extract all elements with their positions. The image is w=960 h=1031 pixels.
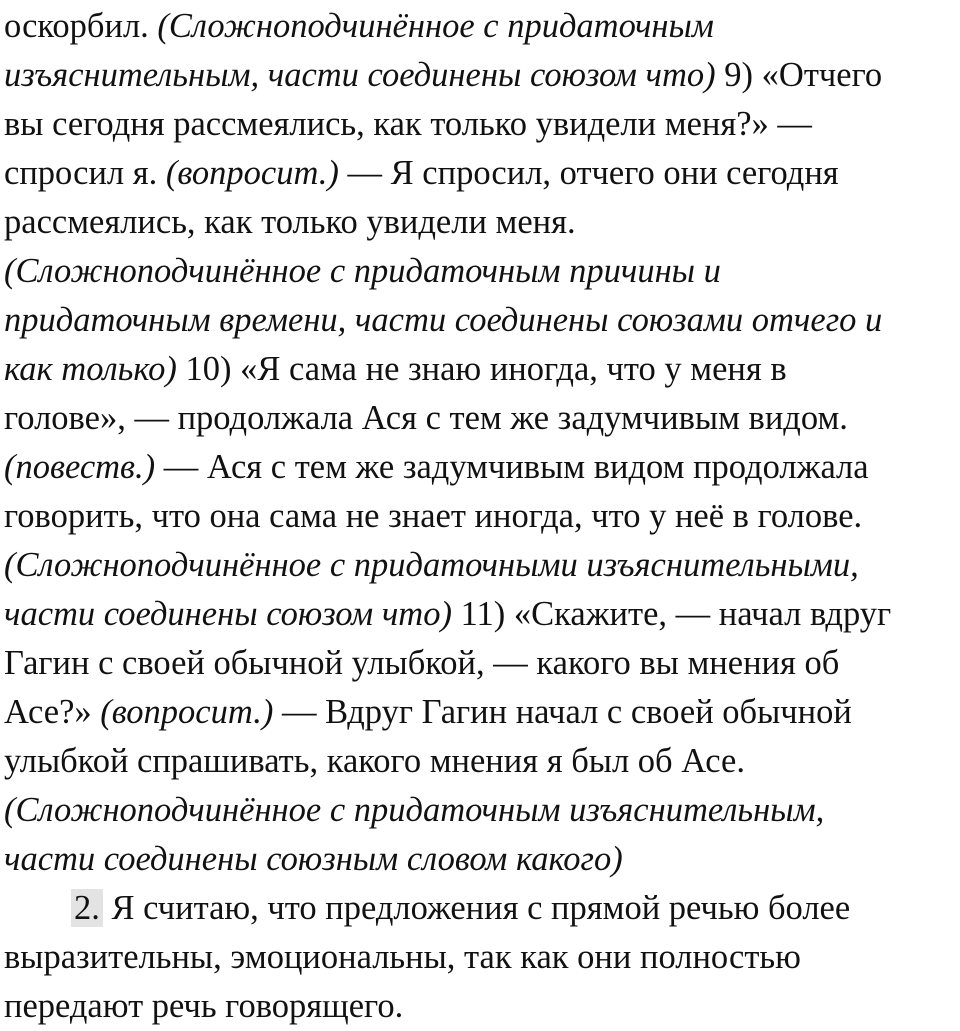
text-segment: говорить, что она сама не знает иногда, что у неё в голове. bbox=[4, 497, 863, 535]
text-line bbox=[4, 51, 958, 100]
italic-annotation: как только) bbox=[4, 350, 177, 388]
text-segment: рассмеялись, как только увидели меня. bbox=[4, 203, 576, 241]
text-line bbox=[4, 786, 958, 835]
text-segment: улыбкой спрашивать, какого мнения я был об Асе. bbox=[4, 742, 745, 780]
paragraph-2-text-1: Я считаю, что предложения с прямой речью более bbox=[102, 889, 851, 927]
italic-annotation: изъяснительным, части соединены союзом что) bbox=[4, 56, 716, 94]
text-line bbox=[4, 345, 958, 394]
text-segment: — Вдруг Гагин начал с своей обычной bbox=[273, 693, 852, 731]
text-segment: Гагин с своей обычной улыбкой, — какого вы мнения об bbox=[4, 644, 840, 682]
text-line bbox=[4, 394, 958, 443]
item-number-highlight: 2. bbox=[71, 889, 103, 927]
text-segment: оскорбил. bbox=[4, 7, 158, 45]
text-line bbox=[4, 296, 958, 345]
italic-annotation: (вопросит.) bbox=[165, 154, 339, 192]
text-segment: — Я спросил, отчего они сегодня bbox=[338, 154, 839, 192]
italic-annotation: (повеств.) bbox=[4, 448, 156, 486]
text-line bbox=[4, 737, 958, 786]
italic-annotation: (Сложноподчинённое с придаточным изъяснительным, bbox=[4, 791, 825, 829]
text-line bbox=[4, 541, 958, 590]
text-line bbox=[4, 492, 958, 541]
text-line bbox=[4, 198, 958, 247]
italic-annotation: части соединены союзным словом какого) bbox=[4, 840, 623, 878]
text-segment: спросил я. bbox=[4, 154, 166, 192]
text-segment: 10) «Я сама не знаю иногда, что у меня в bbox=[176, 350, 787, 388]
text-segment: 11) «Скажите, — начал вдруг bbox=[451, 595, 892, 633]
text-line bbox=[4, 100, 958, 149]
text-segment: 9) «Отчего bbox=[715, 56, 883, 94]
paragraph-2-line-1 bbox=[4, 884, 958, 933]
text-segment: голове», — продолжала Ася с тем же задумчивым видом. bbox=[4, 399, 848, 437]
text-line bbox=[4, 149, 958, 198]
italic-annotation: части соединены союзом что) bbox=[4, 595, 452, 633]
paragraph-2-line-2: выразительны, эмоциональны, так как они полностью bbox=[4, 938, 801, 976]
italic-annotation: (Сложноподчинённое с придаточным bbox=[157, 7, 714, 45]
paragraph-2-line-3: передают речь говорящего. bbox=[4, 987, 404, 1025]
text-segment: вы сегодня рассмеялись, как только увидели меня?» — bbox=[4, 105, 812, 143]
text-line bbox=[4, 835, 958, 884]
document-page bbox=[4, 2, 958, 1031]
italic-annotation: (Сложноподчинённое с придаточным причины и bbox=[4, 252, 721, 290]
italic-annotation: (Сложноподчинённое с придаточными изъяснительными, bbox=[4, 546, 859, 584]
paragraph-1 bbox=[4, 2, 958, 884]
italic-annotation: придаточным времени, части соединены союзами отчего и bbox=[4, 301, 883, 339]
paragraph-2 bbox=[4, 884, 958, 1031]
text-line bbox=[4, 590, 958, 639]
text-line bbox=[4, 443, 958, 492]
text-line bbox=[4, 639, 958, 688]
italic-annotation: (вопросит.) bbox=[100, 693, 274, 731]
text-line bbox=[4, 247, 958, 296]
text-line bbox=[4, 2, 958, 51]
text-line bbox=[4, 688, 958, 737]
text-segment: Асе?» bbox=[4, 693, 101, 731]
text-segment: — Ася с тем же задумчивым видом продолжала bbox=[155, 448, 869, 486]
